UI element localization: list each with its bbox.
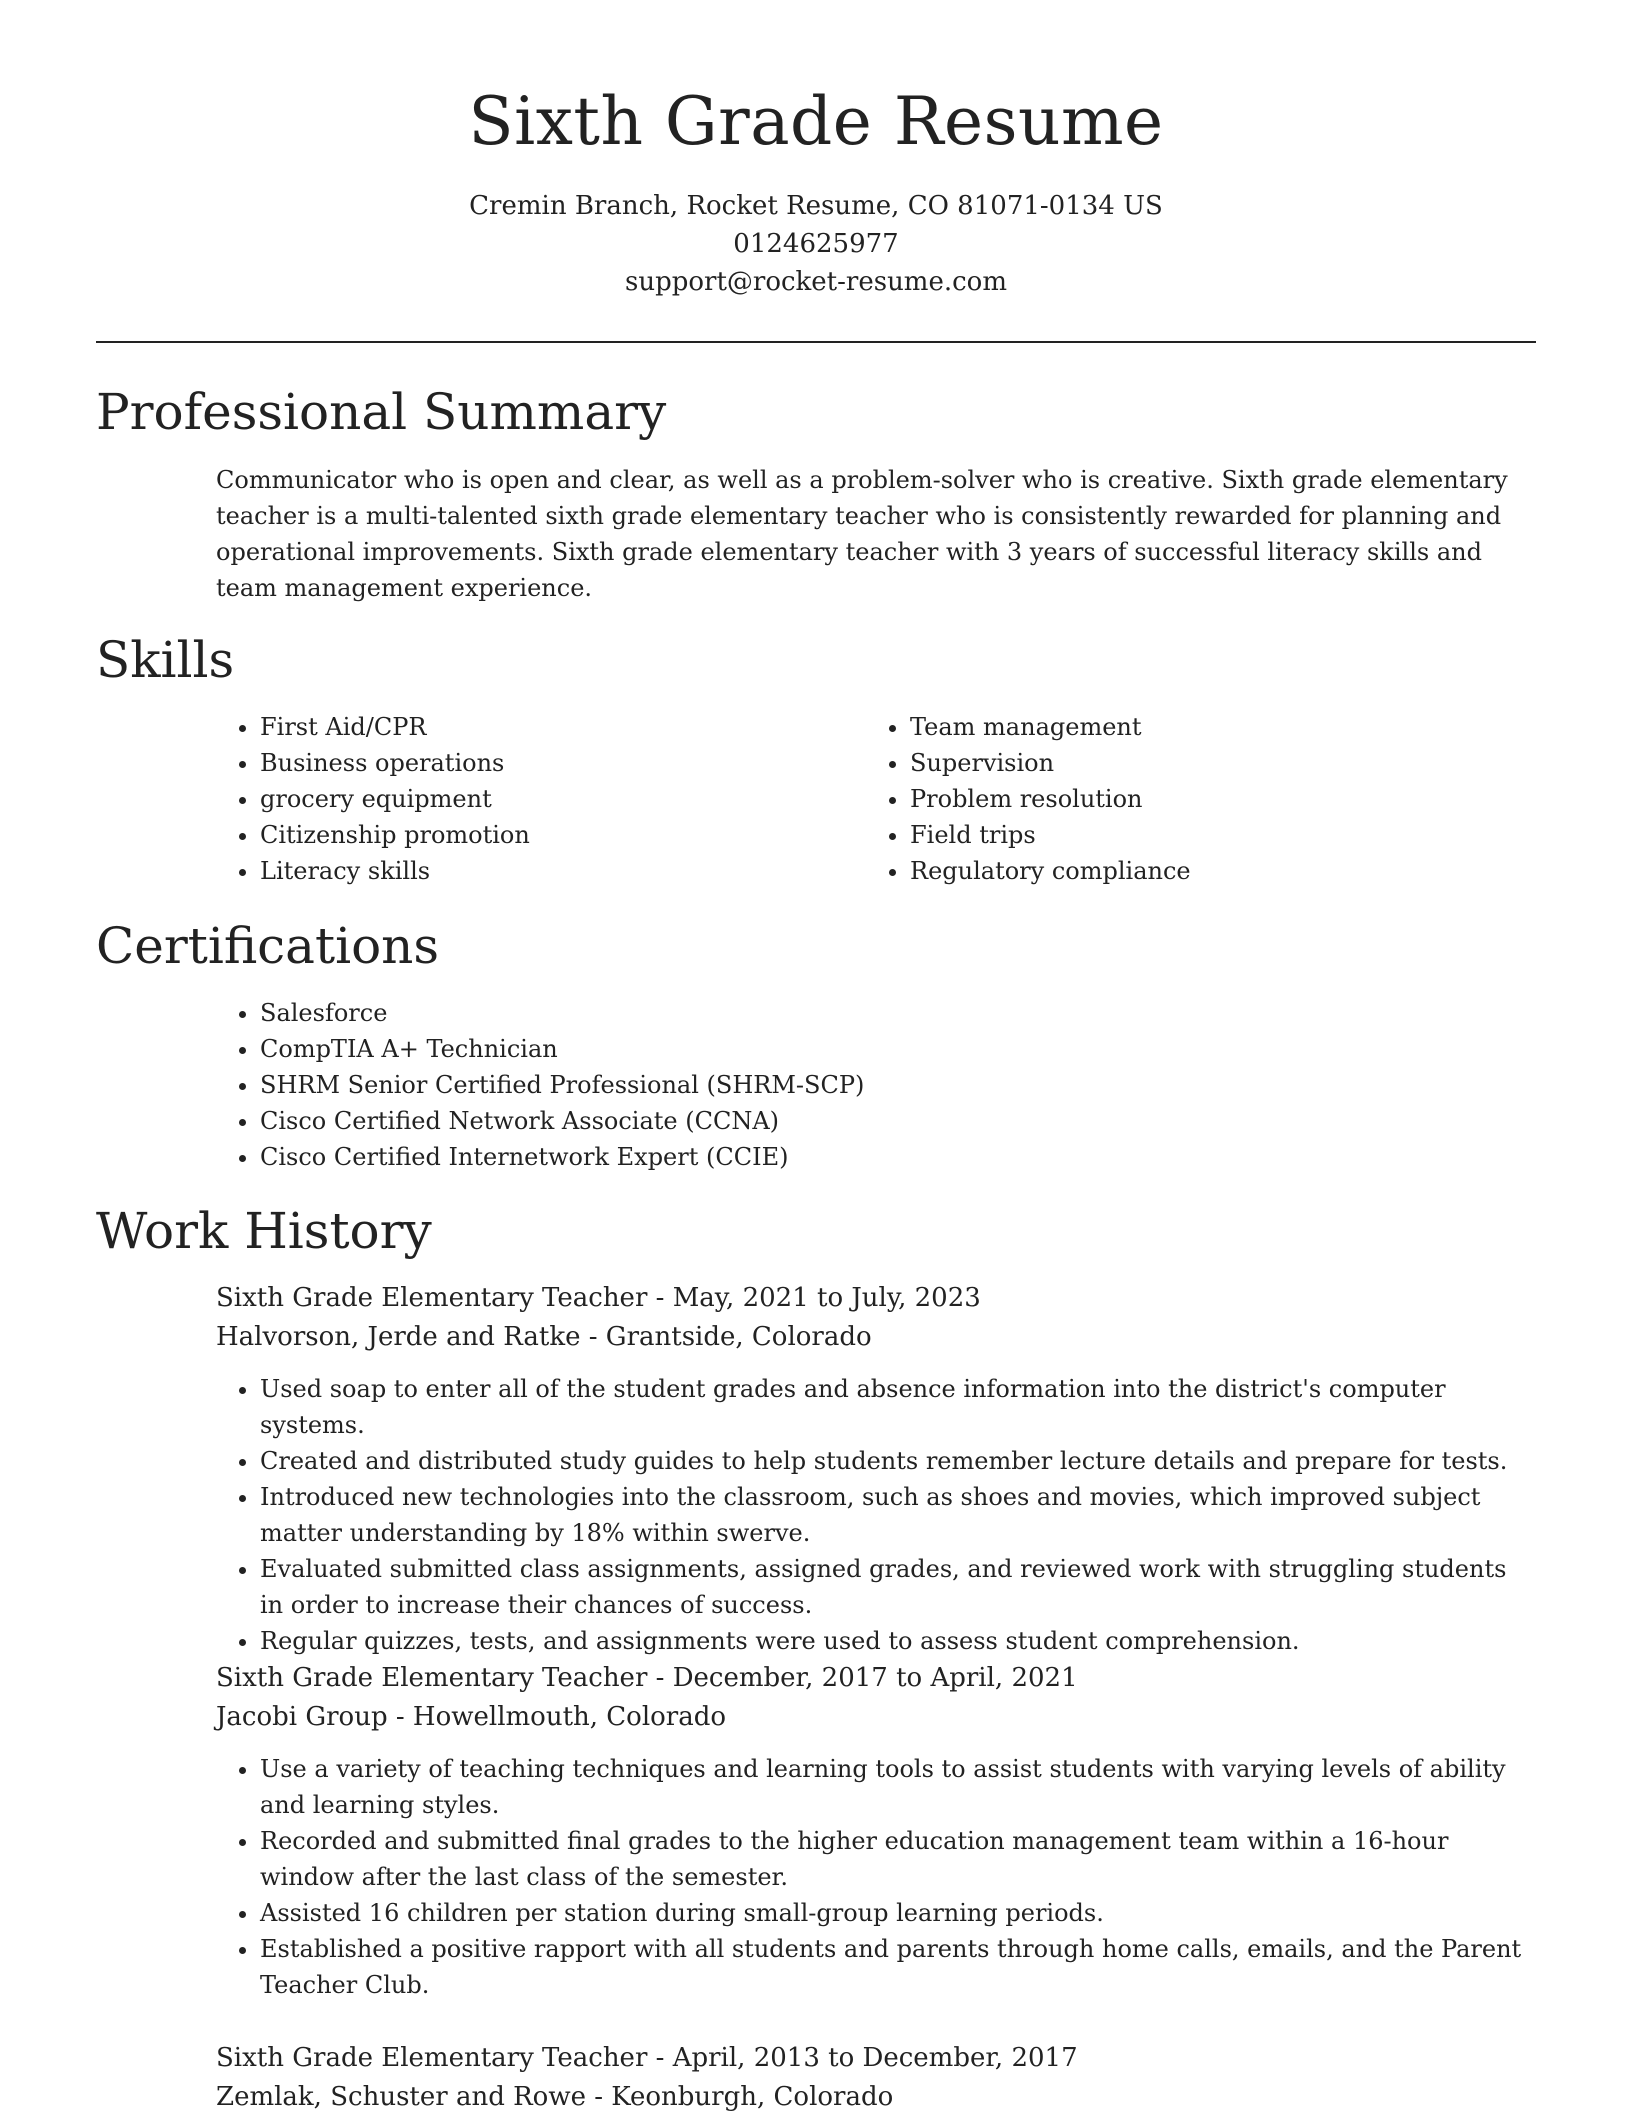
job-bullet: • Introduced new technologies into the classroom, such as shoes and movies, which improved subject matter understanding by 18% within swerve. (260, 1479, 1536, 1551)
section-title-summary: Professional Summary (96, 383, 667, 441)
header-divider (96, 341, 1536, 343)
contact-phone: 0124625977 (733, 228, 899, 259)
resume-header (0, 0, 1632, 301)
skills-column-left (216, 709, 530, 889)
skill-item: • Citizenship promotion (260, 817, 530, 853)
job-entry-3 (216, 2039, 1536, 2117)
section-title-work-history: Work History (96, 1202, 432, 1260)
skill-item: • Problem resolution (910, 781, 1191, 817)
job-company: Halvorson, Jerde and Ratke - Grantside, Colorado (216, 1322, 872, 1352)
job-title: Sixth Grade Elementary Teacher - December, 2017 to April, 2021 (216, 1663, 1078, 1693)
job-entry-2 (216, 1659, 1536, 2003)
job-bullet: • Used soap to enter all of the student grades and absence information into the district's computer systems. (260, 1371, 1536, 1443)
certifications-list (216, 995, 864, 1175)
job-entry-1 (216, 1279, 1536, 1659)
skills-column-right (866, 709, 1191, 889)
job-bullets (216, 1371, 1536, 1659)
job-bullet: • Evaluated submitted class assignments, assigned grades, and reviewed work with struggling students in order to increase their chances of success. (260, 1551, 1536, 1623)
skill-item: • Business operations (260, 745, 530, 781)
job-company: Zemlak, Schuster and Rowe - Keonburgh, Colorado (216, 2082, 894, 2112)
certification-item: • CompTIA A+ Technician (260, 1031, 864, 1067)
contact-block (0, 187, 1632, 301)
job-bullet: • Recorded and submitted final grades to the higher education management team within a 16-hour window after the last class of the semester. (260, 1823, 1536, 1895)
job-bullet: • Use a variety of teaching techniques and learning tools to assist students with varying levels of ability and learning styles. (260, 1751, 1536, 1823)
skill-item: • Regulatory compliance (910, 853, 1191, 889)
section-title-skills: Skills (96, 631, 235, 689)
section-title-certifications: Certifications (96, 917, 440, 975)
job-title: Sixth Grade Elementary Teacher - April, 2013 to December, 2017 (216, 2043, 1078, 2073)
summary-text: Communicator who is open and clear, as well as a problem-solver who is creative. Sixth grade elementary teacher is a multi-talented sixth grade elementary teacher who is consistently rewarded for planning and operational improvements. Sixth grade elementary teacher with 3 years of successful literacy skills and team management experience. (216, 466, 1508, 602)
resume-name: Sixth Grade Resume (468, 83, 1164, 160)
contact-email: support@rocket-resume.com (624, 266, 1007, 297)
job-bullet: • Established a positive rapport with all students and parents through home calls, emails, and the Parent Teacher Club. (260, 1931, 1536, 2003)
skill-item: • Team management (910, 709, 1191, 745)
job-bullet: • Assisted 16 children per station during small-group learning periods. (260, 1895, 1536, 1931)
certification-item: • Cisco Certified Internetwork Expert (CCIE) (260, 1139, 864, 1175)
certification-item: • Cisco Certified Network Associate (CCNA) (260, 1103, 864, 1139)
skill-item: • Literacy skills (260, 853, 530, 889)
skill-item: • Supervision (910, 745, 1191, 781)
certification-item: • Salesforce (260, 995, 864, 1031)
job-bullets (216, 1751, 1536, 2003)
job-company: Jacobi Group - Howellmouth, Colorado (216, 1702, 727, 1732)
certification-item: • SHRM Senior Certified Professional (SHRM-SCP) (260, 1067, 864, 1103)
skill-item: • First Aid/CPR (260, 709, 530, 745)
job-bullet: • Created and distributed study guides to help students remember lecture details and prepare for tests. (260, 1443, 1536, 1479)
skill-item: • Field trips (910, 817, 1191, 853)
job-title: Sixth Grade Elementary Teacher - May, 2021 to July, 2023 (216, 1283, 981, 1313)
contact-address: Cremin Branch, Rocket Resume, CO 81071-0134 US (469, 190, 1163, 221)
skill-item: • grocery equipment (260, 781, 530, 817)
job-bullet: • Regular quizzes, tests, and assignments were used to assess student comprehension. (260, 1623, 1536, 1659)
